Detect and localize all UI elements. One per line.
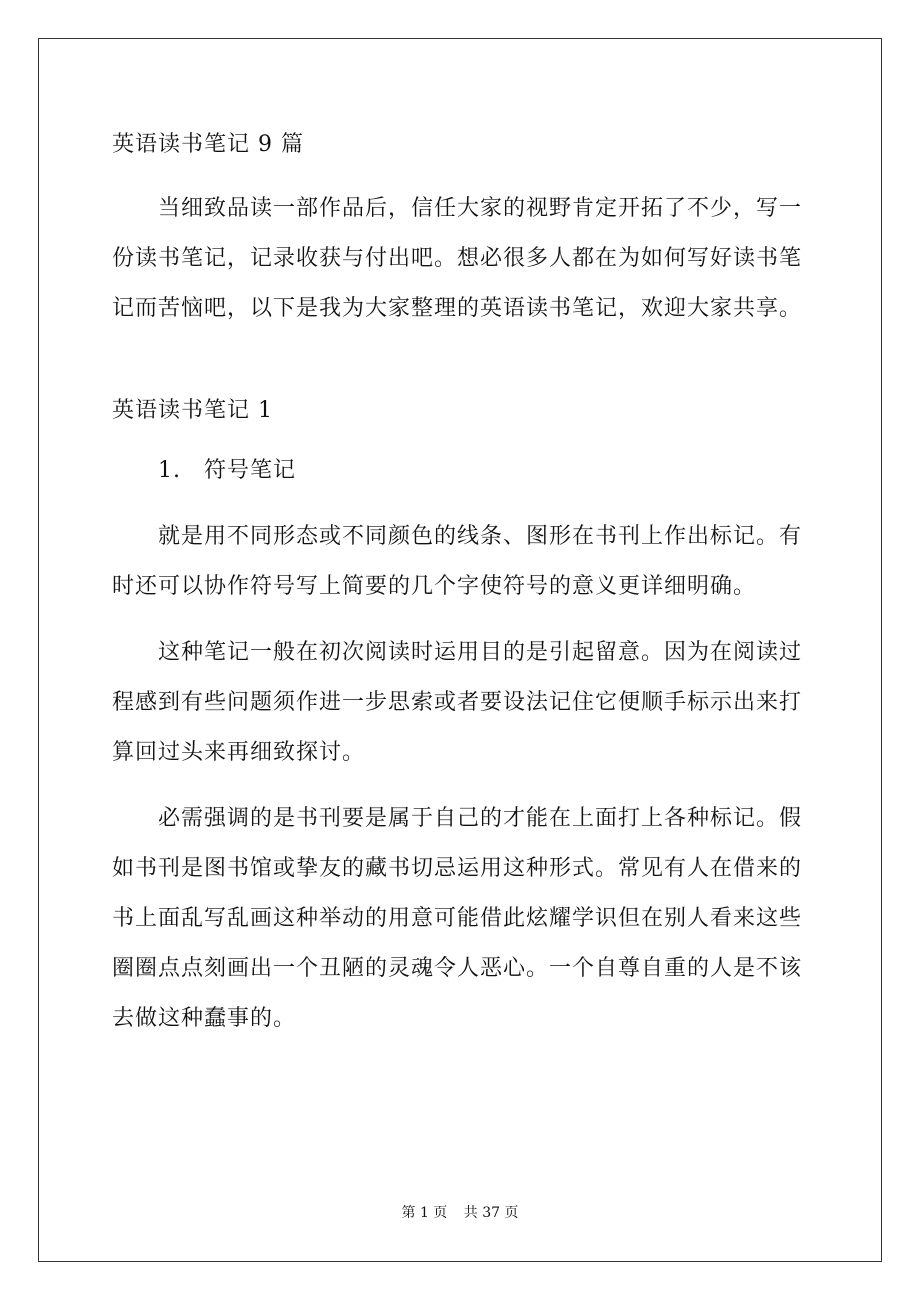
- item-label: 符号笔记: [204, 458, 297, 483]
- body-paragraph-2: 这种笔记一般在初次阅读时运用目的是引起留意。因为在阅读过程感到有些问题须作进一步思索或者要设法记住它便顺手标示出来打算回过头来再细致探讨。: [112, 640, 803, 765]
- body-paragraph-3: 必需强调的是书刊要是属于自己的才能在上面打上各种标记。假如书刊是图书馆或挚友的藏书切忌运用这种形式。常见有人在借来的书上面乱写乱画这种举动的用意可能借此炫耀学识但在别人看来这些圈圈点点刻画出一个丑陋的灵魂令人恶心。一个自尊自重的人是不该去做这种蠢事的。: [112, 806, 803, 1031]
- document-body: [112, 120, 808, 1060]
- document-title: 英语读书笔记 9 篇: [112, 132, 304, 157]
- item-heading: [112, 446, 808, 496]
- page-total: 共 37 页: [463, 1205, 519, 1221]
- page-footer: [0, 1203, 920, 1223]
- item-number: 1.: [158, 458, 181, 483]
- section-title: 英语读书笔记 1: [112, 398, 273, 423]
- intro-paragraph: 当细致品读一部作品后，信任大家的视野肯定开拓了不少，写一份读书笔记，记录收获与付出吧。想必很多人都在为如何写好读书笔记而苦恼吧，以下是我为大家整理的英语读书笔记，欢迎大家共享。: [112, 196, 803, 321]
- page-number: 第 1 页: [401, 1205, 448, 1221]
- body-paragraph-1: 就是用不同形态或不同颜色的线条、图形在书刊上作出标记。有时还可以协作符号写上简要的几个字使符号的意义更详细明确。: [112, 524, 803, 599]
